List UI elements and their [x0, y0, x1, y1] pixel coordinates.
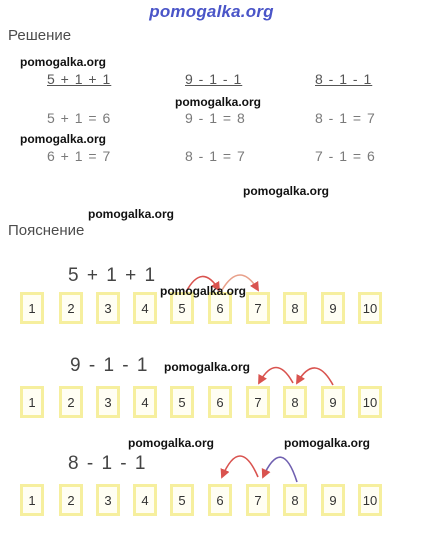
solution-col3-step2: 7 - 1 = 6 — [315, 148, 376, 164]
jump-arrow — [222, 456, 258, 477]
number-cell: 9 — [321, 386, 345, 418]
solution-col2-step2: 8 - 1 = 7 — [185, 148, 246, 164]
number-cell: 4 — [133, 292, 157, 324]
number-cell: 8 — [283, 484, 307, 516]
number-cell: 8 — [283, 292, 307, 324]
number-cell: 6 — [208, 386, 232, 418]
number-cell: 5 — [170, 484, 194, 516]
watermark: pomogalka.org — [20, 55, 107, 69]
number-cell: 10 — [358, 484, 382, 516]
number-cell: 7 — [246, 292, 270, 324]
number-cell: 5 — [170, 386, 194, 418]
number-cell: 1 — [20, 484, 44, 516]
solution-col1-step1: 5 + 1 = 6 — [47, 110, 112, 126]
number-cell: 2 — [59, 484, 83, 516]
solution-col1-step2: 6 + 1 = 7 — [47, 148, 112, 164]
watermark: pomogalka.org — [243, 184, 330, 198]
number-cell: 3 — [96, 484, 120, 516]
number-cell: 2 — [59, 386, 83, 418]
jump-arrow — [263, 457, 297, 482]
jump-arrow — [259, 368, 293, 384]
site-title[interactable]: pomogalka.org — [149, 2, 274, 21]
number-cell: 9 — [321, 292, 345, 324]
watermark: pomogalka.org — [160, 284, 247, 298]
number-cell: 8 — [283, 386, 307, 418]
number-cell: 9 — [321, 484, 345, 516]
number-cell: 3 — [96, 292, 120, 324]
watermark: pomogalka.org — [175, 95, 262, 109]
solution-col3-header: 8 - 1 - 1 — [315, 71, 373, 87]
number-cell: 10 — [358, 386, 382, 418]
watermark: pomogalka.org — [128, 436, 215, 450]
number-cell: 10 — [358, 292, 382, 324]
number-cell: 1 — [20, 386, 44, 418]
number-cell: 2 — [59, 292, 83, 324]
explanation-row2-expression: 9 - 1 - 1 — [70, 355, 149, 376]
solution-col2-step1: 9 - 1 = 8 — [185, 110, 246, 126]
number-cell: 4 — [133, 484, 157, 516]
number-cell: 1 — [20, 292, 44, 324]
explanation-row3-expression: 8 - 1 - 1 — [68, 453, 147, 474]
solution-heading: Решение — [8, 27, 72, 44]
solution-col1-header: 5 + 1 + 1 — [47, 71, 112, 87]
watermark: pomogalka.org — [284, 436, 371, 450]
number-cell: 6 — [208, 292, 232, 324]
watermark: pomogalka.org — [88, 207, 175, 221]
number-cell: 5 — [170, 292, 194, 324]
number-cell: 7 — [246, 484, 270, 516]
watermark: pomogalka.org — [164, 360, 251, 374]
number-cell: 4 — [133, 386, 157, 418]
explanation-row1-expression: 5 + 1 + 1 — [68, 265, 157, 286]
solution-col3-step1: 8 - 1 = 7 — [315, 110, 376, 126]
explanation-heading: Пояснение — [8, 222, 85, 239]
number-cell: 6 — [208, 484, 232, 516]
watermark: pomogalka.org — [20, 132, 107, 146]
number-cell: 7 — [246, 386, 270, 418]
solution-col2-header: 9 - 1 - 1 — [185, 71, 243, 87]
jump-arrow — [297, 368, 333, 385]
number-cell: 3 — [96, 386, 120, 418]
